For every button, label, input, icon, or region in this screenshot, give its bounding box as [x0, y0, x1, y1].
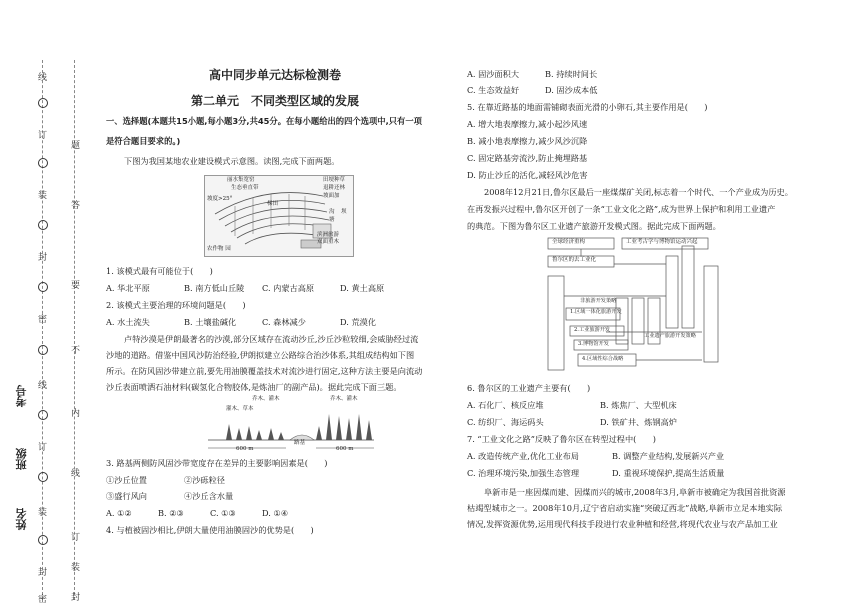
fig1-label: 坡面加 [323, 193, 340, 199]
q1-option-b: B. 南方低山丘陵 [184, 283, 245, 293]
q3-item-4: ④沙丘含水量 [184, 491, 234, 501]
margin-char: 题 [71, 141, 81, 151]
fig1-label: 退耕还林 [323, 185, 346, 191]
fig3-label: 全球经济重构 [552, 239, 586, 245]
q2-option-a: A. 水土流失 [106, 317, 150, 327]
q2-option-c: C. 森林减少 [262, 317, 306, 327]
page-title: 高中同步单元达标检测卷 [208, 68, 341, 82]
question-7: 7. “工业文化之路”反映了鲁尔区在转型过程中( ) [467, 434, 656, 444]
binding-hole [38, 472, 48, 482]
q5-option-a: A. 增大地表摩擦力,减小起沙风速 [467, 119, 588, 129]
margin-char: 装 [71, 563, 81, 573]
q4-option-b: B. 持续时间长 [545, 69, 598, 79]
fig1-label: 坝 [341, 209, 347, 215]
question-5: 5. 在靠近路基的地面需铺砌表面光滑的小卵石,其主要作用是( ) [467, 102, 708, 112]
fig1-label: 梯田 [267, 201, 279, 207]
q3-option-a: A. ①② [106, 508, 132, 518]
margin-char: 订 [38, 131, 48, 141]
margin-char: 密 [38, 595, 48, 605]
q2-option-d: D. 荒漠化 [340, 317, 377, 327]
q6-option-c: C. 纺织厂、海运码头 [467, 417, 544, 427]
margin-char: 线 [38, 381, 48, 391]
question-1: 1. 该模式最有可能位于( ) [106, 266, 213, 276]
margin-char: 不 [71, 346, 81, 356]
fig2-label: 600 m [236, 446, 254, 452]
q7-option-d: D. 重视环境保护,提高生活质量 [612, 468, 725, 478]
q1-option-a: A. 华北平原 [106, 283, 150, 293]
q7-option-a: A. 改造传统产业,优化工业布局 [467, 451, 579, 461]
terrace-diagram [204, 175, 354, 257]
fig3-label: 1.区域一体化旅游开发 [570, 309, 622, 315]
binding-hole [38, 345, 48, 355]
q3-item-2: ②沙砾粒径 [184, 475, 225, 485]
passage-line: 的典范。下图为鲁尔区工业遗产旅游开发模式图。据此完成下面两题。 [467, 221, 721, 231]
fig2-label: 乔木、灌木 [330, 396, 358, 402]
fig3-label: 工业考古学与博物馆运动兴起 [626, 239, 698, 245]
fig3-label: 鲁尔区的去工业化 [552, 257, 597, 263]
fig1-label: 田埂种草 [323, 177, 346, 183]
fig2-label: 路基 [294, 440, 306, 446]
fig1-label: 坡度>25° [207, 196, 233, 202]
q5-option-c: C. 固定路基旁流沙,防止掩埋路基 [467, 153, 588, 163]
margin-char: 封 [71, 593, 81, 603]
binding-hole [38, 410, 48, 420]
passage-line: 情况,发挥资源优势,运用现代科技手段进行农业种植和经营,将现代农业与农产品加工业 [467, 519, 778, 529]
margin-char: 要 [71, 281, 81, 291]
fig2-label: 灌木、草本 [226, 406, 254, 412]
passage-line: 卢特沙漠是伊朗最著名的沙漠,部分区域存在流动沙丘,沙丘沙粒较细,会威胁经过流 [124, 334, 419, 344]
fig3-label: 工业遗产旅游开发策略 [644, 333, 696, 339]
section-heading: 一、选择题(本题共15小题,每小题3分,共45分。在每小题给出的四个选项中,只有一项 [106, 116, 422, 126]
fig1-label: 农作物 园 [207, 246, 231, 252]
passage-line: 阜新市是一座因煤而建、因煤而兴的城市,2008年3月,阜新市被确定为我国首批资源 [484, 487, 786, 497]
fig1-label: 塘 [329, 217, 335, 223]
q7-option-c: C. 治理环境污染,加强生态管理 [467, 468, 580, 478]
margin-char: 内 [71, 409, 81, 419]
sand-control-diagram [206, 396, 376, 452]
fig1-label: 滨洲旅游 [317, 232, 340, 238]
exam-number-label: 考号 [15, 385, 28, 407]
q3-option-d: D. ①④ [262, 508, 289, 518]
binding-hole [38, 220, 48, 230]
fig1-label: 生态垂直带 [231, 185, 259, 191]
fig3-label: 3.博物馆开发 [578, 341, 609, 347]
margin-char: 订 [38, 443, 48, 453]
question-2: 2. 该模式主要治理的环境问题是( ) [106, 300, 246, 310]
q5-option-b: B. 减小地表摩擦力,减少风沙沉降 [467, 136, 588, 146]
margin-char: 线 [38, 73, 48, 83]
binding-hole [38, 98, 48, 108]
margin-char: 封 [38, 568, 48, 578]
q3-item-3: ③盛行风向 [106, 491, 147, 501]
q3-option-c: C. ①③ [210, 508, 236, 518]
fig2-label: 600 m [336, 446, 354, 452]
binding-hole [38, 535, 48, 545]
fig3-label: 2.工业旅游开发 [574, 327, 611, 333]
margin-char: 装 [38, 191, 48, 201]
q1-option-d: D. 黄土高原 [340, 283, 385, 293]
margin-char: 密 [38, 315, 48, 325]
page-subtitle: 第二单元 不同类型区域的发展 [190, 94, 359, 108]
margin-char: 答 [71, 201, 81, 211]
fig1-label: 沟 [329, 209, 335, 215]
binding-dash-line-outer [42, 60, 43, 600]
q6-option-b: B. 炼焦厂、大型机床 [600, 400, 677, 410]
name-label: 姓名 [15, 508, 28, 530]
q6-option-d: D. 铁矿井、炼钢高炉 [600, 417, 677, 427]
intro-text: 下图为我国某地农业建设模式示意图。读图,完成下面两题。 [124, 156, 340, 166]
q4-option-d: D. 固沙成本低 [545, 85, 598, 95]
passage-line: 枯竭型城市之一。2008年10月,辽宁省启动实施“突破辽西北”战略,阜新市立足本地实际 [467, 503, 783, 513]
class-label: 班级 [15, 448, 28, 470]
q5-option-d: D. 防止沙丘的活化,减轻风沙危害 [467, 170, 588, 180]
q1-option-c: C. 内蒙古高原 [262, 283, 315, 293]
passage-line: 沙丘表面喷洒石油材料(碳氢化合物胶体,是炼油厂的副产品)。据此完成下面三题。 [106, 382, 402, 392]
passage-line: 所示。在防风固沙带建立前,要先用油膜覆盖技术对流沙进行固定,这种方法主要是向流动 [106, 366, 423, 376]
ruhr-flowchart [546, 236, 746, 374]
question-3: 3. 路基两侧防风固沙带宽度存在差异的主要影响因素是( ) [106, 458, 328, 468]
fig3-label: 4.区域性综合战略 [582, 356, 624, 362]
fig1-label: 双面重木 [317, 239, 340, 245]
binding-margin [0, 0, 95, 608]
question-6: 6. 鲁尔区的工业遗产主要有( ) [467, 383, 591, 393]
margin-char: 封 [38, 253, 48, 263]
margin-char: 装 [38, 508, 48, 518]
q6-option-a: A. 石化厂、核反应堆 [467, 400, 544, 410]
binding-hole [38, 282, 48, 292]
passage-line: 沙地的道路。借鉴中国风沙防治经验,伊朗拟建立公路综合治沙体系,其组成结构如下图 [106, 350, 415, 360]
passage-line: 2008年12月21日,鲁尔区最后一座煤煤矿关闭,标志着一个时代、一个产业成为历史。 [484, 187, 793, 197]
passage-line: 在再发振兴过程中,鲁尔区开创了一条“工业文化之路”,成为世界上保护和利用工业遗产 [467, 204, 776, 214]
margin-char: 订 [71, 533, 81, 543]
q2-option-b: B. 土壤盐碱化 [184, 317, 237, 327]
section-heading-cont: 是符合题目要求的。) [106, 136, 181, 146]
fig2-label: 乔木、灌木 [252, 396, 280, 402]
fig1-label: 丽水集宽窑 [227, 177, 255, 183]
question-4: 4. 与植被固沙相比,伊朗大量使用油膜固沙的优势是( ) [106, 525, 314, 535]
binding-hole [38, 158, 48, 168]
q4-option-c: C. 生态效益好 [467, 85, 520, 95]
margin-char: 线 [71, 469, 81, 479]
q4-option-a: A. 固沙面积大 [467, 69, 520, 79]
fig3-label: 非旅游开发策略 [580, 298, 617, 304]
q3-item-1: ①沙丘位置 [106, 475, 147, 485]
q3-option-b: B. ②③ [158, 508, 184, 518]
q7-option-b: B. 调整产业结构,发展新兴产业 [612, 451, 725, 461]
